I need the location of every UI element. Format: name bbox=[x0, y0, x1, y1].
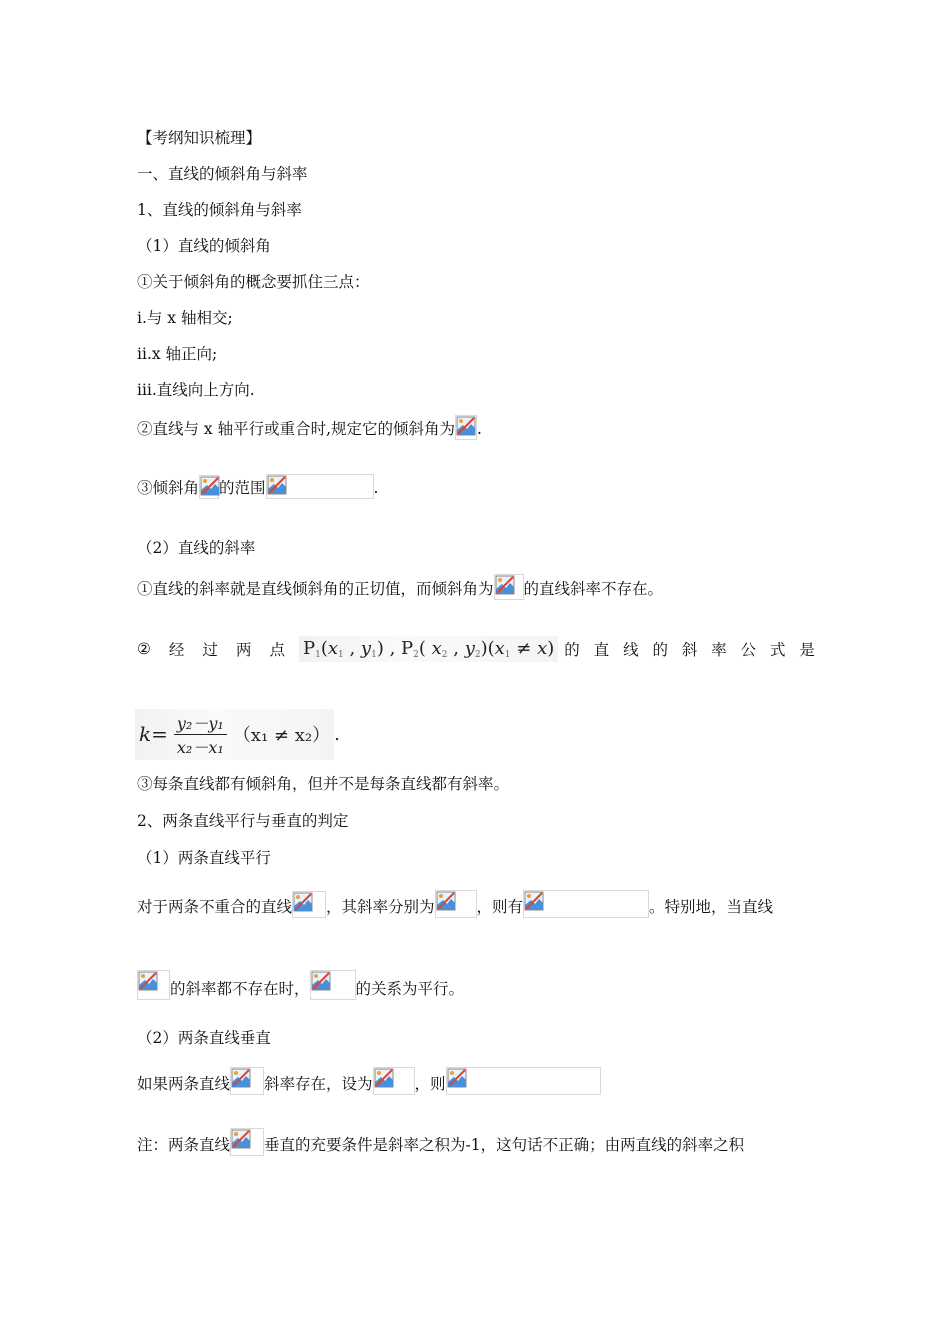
text: 的 bbox=[564, 641, 580, 659]
heading-1: 一、直线的倾斜角与斜率 bbox=[137, 165, 308, 183]
fraction-numerator: y₂－y₁ bbox=[174, 711, 227, 735]
text: 的范围 bbox=[219, 479, 266, 497]
paragraph-parallel bbox=[137, 890, 773, 918]
text: ②直线与 x 轴平行或重合时,规定它的倾斜角为 bbox=[137, 420, 456, 438]
text: 两 bbox=[235, 641, 252, 659]
heading-1-1-1: （1）直线的倾斜角 bbox=[137, 237, 271, 255]
formula-symbol: x bbox=[431, 638, 442, 659]
fraction-denominator: x₂－x₁ bbox=[176, 737, 224, 757]
broken-image-icon bbox=[494, 574, 524, 600]
text: ，其斜率分别为 bbox=[326, 898, 435, 916]
fraction bbox=[174, 711, 227, 758]
formula-sub: 1 bbox=[371, 650, 377, 660]
point-iii: ⅲ.直线向上方向. bbox=[137, 381, 255, 399]
paragraph-three-points: ①关于倾斜角的概念要抓住三点： bbox=[137, 273, 370, 291]
formula-sub: 1 bbox=[338, 650, 344, 660]
text: 的斜率都不存在时， bbox=[170, 980, 310, 998]
formula-sub: 1 bbox=[504, 650, 511, 660]
formula-symbol: x bbox=[537, 638, 548, 659]
paragraph-zero-angle bbox=[137, 415, 482, 440]
text: 对于两条不重合的直线 bbox=[137, 898, 293, 916]
paragraph-note-slope: ③每条直线都有倾斜角，但并不是每条直线都有斜率。 bbox=[137, 775, 510, 793]
paragraph-range bbox=[137, 474, 378, 499]
paragraph-parallel-special bbox=[137, 970, 464, 1000]
spaced-tail bbox=[564, 638, 815, 660]
text: . bbox=[334, 723, 340, 745]
broken-image-icon bbox=[435, 890, 477, 918]
broken-image-icon bbox=[455, 415, 477, 440]
text: 过 bbox=[202, 641, 218, 659]
broken-image-icon bbox=[266, 474, 374, 499]
text: 的关系为平行。 bbox=[355, 980, 465, 998]
text: . bbox=[477, 420, 482, 438]
text: . bbox=[373, 479, 379, 497]
broken-image-icon bbox=[523, 890, 649, 918]
heading-slope: （2）直线的斜率 bbox=[137, 539, 256, 557]
formula-condition: （x₁ ≠ x₂） bbox=[232, 725, 331, 746]
text: 点 bbox=[269, 641, 285, 659]
broken-image-icon bbox=[230, 1067, 264, 1095]
broken-image-icon bbox=[373, 1067, 415, 1095]
broken-image-icon bbox=[199, 475, 219, 499]
text: ，则 bbox=[414, 1075, 446, 1093]
formula-symbol: P bbox=[401, 638, 414, 659]
point-ii: ⅱ.x 轴正向; bbox=[137, 345, 218, 363]
text: 公 bbox=[740, 641, 757, 659]
text: 率 bbox=[711, 641, 727, 659]
text: 。特别地，当直线 bbox=[649, 898, 774, 916]
text: 直 bbox=[593, 641, 610, 659]
text: 经 bbox=[168, 641, 185, 659]
broken-image-icon bbox=[446, 1067, 601, 1095]
slope-formula bbox=[135, 708, 340, 760]
formula-sub: 1 bbox=[315, 650, 321, 660]
text: ，则有 bbox=[476, 898, 524, 916]
points-formula: $P_1(x_1$ , $y_1$) , $P_2$( $x_2$ , $y_2)(x_1 \ne x)$ bbox=[299, 636, 558, 662]
text: 斜 bbox=[681, 641, 698, 659]
paragraph-tangent bbox=[137, 574, 663, 600]
section-header: 【考纲知识梳理】 bbox=[137, 129, 262, 147]
text: 的 bbox=[652, 641, 668, 659]
formula-symbol: = bbox=[151, 722, 168, 746]
formula-symbol: k bbox=[139, 722, 152, 746]
broken-image-icon bbox=[230, 1128, 264, 1156]
formula-sub: 2 bbox=[413, 650, 419, 660]
formula-symbol: x bbox=[494, 638, 505, 659]
broken-image-icon bbox=[292, 891, 326, 918]
text: 垂直的充要条件是斜率之积为-1，这句话不正确；由两直线的斜率之积 bbox=[264, 1136, 745, 1154]
paragraph-perpendicular bbox=[137, 1067, 601, 1095]
point-i: ⅰ.与 x 轴相交; bbox=[137, 309, 233, 327]
formula-symbol: P bbox=[302, 638, 316, 659]
heading-1-1: 1、直线的倾斜角与斜率 bbox=[137, 201, 302, 219]
text: ①直线的斜率就是直线倾斜角的正切值，而倾斜角为 bbox=[137, 580, 494, 598]
text: 是 bbox=[799, 641, 815, 659]
text: ② bbox=[137, 640, 151, 658]
heading-1-2: 2、两条直线平行与垂直的判定 bbox=[137, 812, 349, 830]
paragraph-two-points bbox=[137, 634, 815, 664]
text: 的直线斜率不存在。 bbox=[523, 580, 664, 598]
text: ③倾斜角 bbox=[137, 479, 200, 497]
broken-image-icon bbox=[137, 970, 170, 1000]
formula-sub: 2 bbox=[441, 650, 448, 660]
text: 注：两条直线 bbox=[137, 1136, 231, 1154]
text: 线 bbox=[623, 641, 639, 659]
formula-sub: 2 bbox=[474, 650, 481, 660]
text: 式 bbox=[770, 641, 786, 659]
formula-symbol: y bbox=[464, 638, 475, 659]
paragraph-note-perpendicular bbox=[137, 1128, 744, 1156]
text: 如果两条直线 bbox=[137, 1075, 231, 1093]
text: 斜率存在，设为 bbox=[264, 1075, 373, 1093]
heading-perpendicular: （2）两条直线垂直 bbox=[137, 1029, 271, 1047]
formula-symbol: y bbox=[360, 638, 372, 659]
heading-parallel: （1）两条直线平行 bbox=[137, 849, 271, 867]
broken-image-icon bbox=[310, 970, 356, 1000]
formula-symbol: x bbox=[327, 638, 339, 659]
formula-symbol: ≠ bbox=[516, 638, 532, 659]
